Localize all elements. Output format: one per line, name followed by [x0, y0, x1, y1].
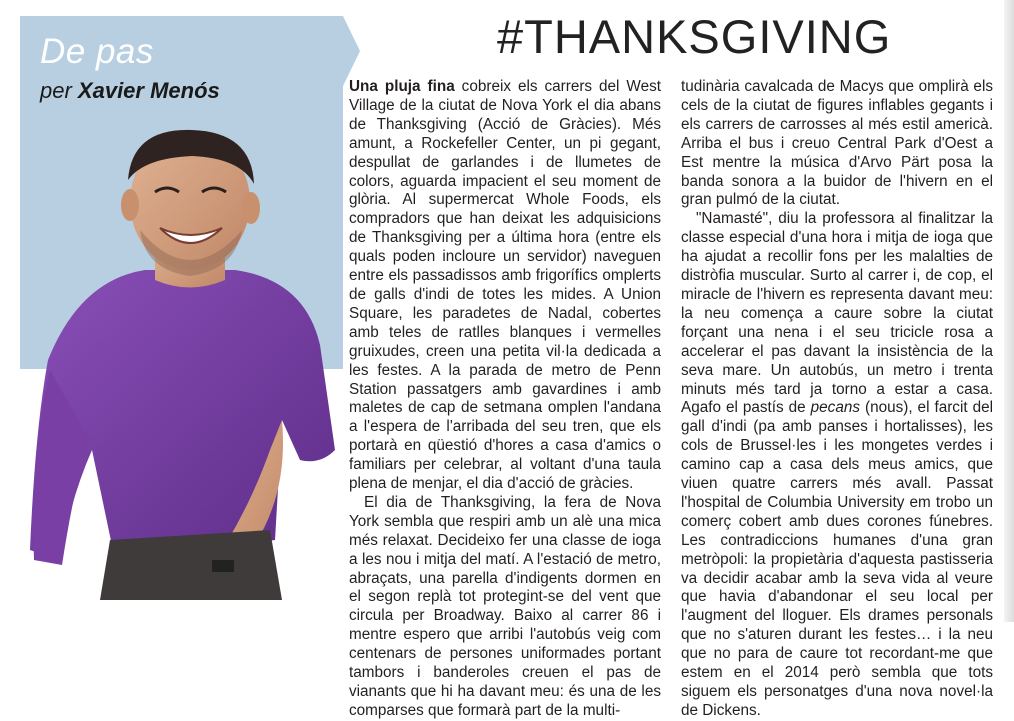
paragraph-text: "Namasté", diu la professora al finalitzar la classe especial d'una hora i mitja de ioga que ha ajudat a recollir fons per les malalties de distròfia muscular. Surto al carrer i, de cop, el miracle de l'hivern es representa davant meu: la neu comença a caure sobre la ciutat forçant una nena i el seu tricicle rosa a accelerar el pas davant la insistència de la seva mare. Un autobús, un metro i trenta minuts més tard ja torno a estar a casa. Agafo el pastís de: [681, 210, 993, 417]
byline: [40, 78, 220, 104]
byline-prefix: per: [40, 78, 72, 103]
paragraph-text: (nous), el farcit del gall d'indi (pa amb panses i hortalisses), les cols de Brussel·les i les mongetes verdes i camino cap a casa dels meus amics, que viuen quatre carrers més avall. Passat l'hospital de Columbia University em trobo un comerç cobert amb dues corones fúnebres. Les contradiccions humanes d'una gran metròpoli: la propietària d'aquesta pastisseria va decidir acabar amb la seva vida al veure que havia d'abandonar el seu local per l'augment del lloguer. Els drames personals que no s'aturen durant les festes… i la neu que no para de caure tot recordant-me que estem en el 2014 però sembla que tots siguem els personatges d'una nova novel·la de Dickens.: [681, 399, 993, 719]
lead-in: Una pluja fina: [349, 78, 455, 95]
header-arrow: [343, 16, 360, 86]
article-column-1: [349, 78, 661, 721]
paragraph: [681, 210, 993, 720]
column-label: De pas: [40, 32, 154, 71]
author-name: Xavier Menós: [77, 78, 220, 103]
paragraph: [349, 78, 661, 494]
author-photo: [20, 120, 350, 600]
paragraph: tudinària cavalcada de Macys que omplirà els cels de la ciutat de figures inflables gegants i els carrers de carrosses al més estil americà. Arriba el bus i creuo Central Park d'Oest a Est mentre la música d'Arvo Pärt posa la banda sonora a la buidor de l'hivern en el gran pulmó de la ciutat.: [681, 78, 993, 209]
headline: #THANKSGIVING: [497, 10, 892, 63]
paragraph: El dia de Thanksgiving, la fera de Nova York sembla que respiri amb un alè una mica més relaxat. Decideixo fer una classe de ioga a les nou i mitja del matí. A l'estació de metro, abraçats, una parella d'indigents dormen en el segon replà tot protegint-se del vent que circula per Broadway. Baixo al carrer 86 i mentre espero que arribi l'autobús veig com centenars de persones uniformades portant tambors i banderoles creuen el pas de vianants que hi ha davant meu: és una de les comparses que formarà part de la multi-: [349, 493, 661, 719]
paragraph-text: cobreix els carrers del West Village de la ciutat de Nova York el dia abans de Thanksgiving (Acció de Gràcies). Més amunt, a Rockefeller Center, un pi gegant, despullat de garlandes i de llumetes de colors, aguarda impacient el seu moment de glòria. Al supermercat Whole Foods, els compradors que han deixat les adquisicions de Thanksgiving per a última hora (entre els quals poden incloure un servidor) naveguen entre els passadissos amb frigorífics omplerts de galls d'indi de totes les mides. A Union Square, les paradetes de Nadal, cobertes amb teles de ratlles blanques i vermelles gruixudes, creen una petita vil·la dedicada a les festes. A la parada de metro de Penn Station passatgers amb gavardines i amb maletes de cap de setmana omplen l'andana a l'espera de l'arribada del seu tren, que els portarà en qüestió d'hores a casa d'amics o familiars per celebrar, al voltant d'una taula plena de menjar, el dia d'acció de gràcies.: [349, 78, 661, 493]
italic-word: pecans: [810, 399, 860, 417]
page-edge: [1004, 0, 1014, 622]
article-column-2: [681, 78, 993, 721]
